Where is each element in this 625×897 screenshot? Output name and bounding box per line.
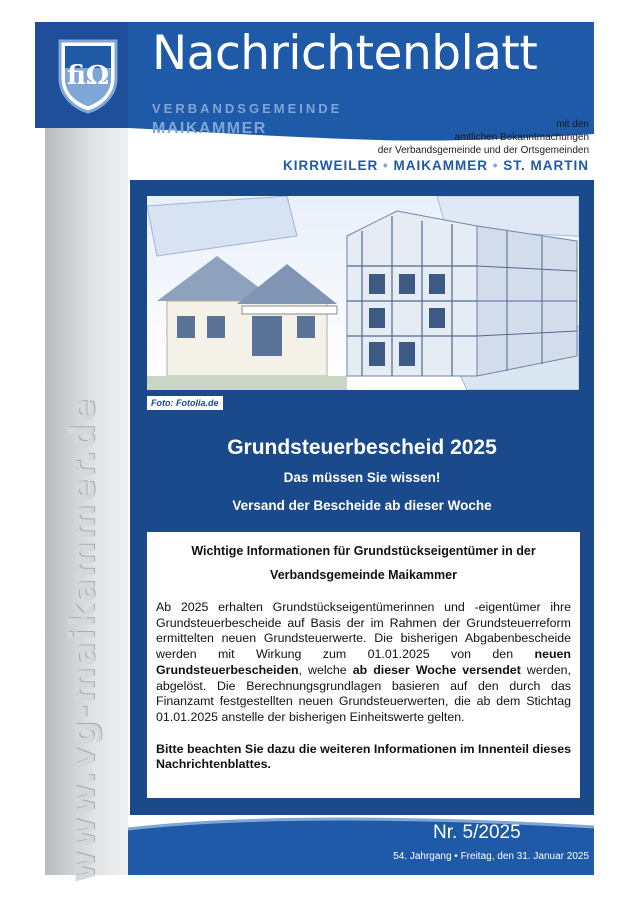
subheadline: Versand der Bescheide ab dieser Woche xyxy=(232,498,492,513)
publication-subtitle xyxy=(378,118,589,157)
subtitle-line: der Verbandsgemeinde und der Ortsgemeinden xyxy=(377,145,589,156)
town-name: ST. MARTIN xyxy=(503,158,589,173)
info-title: Wichtige Informationen für Grundstückseigentümer in der xyxy=(191,544,536,558)
svg-text:fiΩ: fiΩ xyxy=(66,61,110,91)
town-separator: • xyxy=(492,158,499,173)
house-construction-photo xyxy=(147,196,579,390)
info-note: Bitte beachten Sie dazu die weiteren Informationen im Innenteil dieses Nachrichtenblattes. xyxy=(156,741,571,772)
town-name: MAIKAMMER xyxy=(393,158,488,173)
town-separator: • xyxy=(382,158,389,173)
photo-credit: Foto: Fotolia.de xyxy=(147,396,223,410)
town-list xyxy=(283,158,589,173)
info-body xyxy=(156,600,571,726)
info-text: , welche xyxy=(298,662,353,677)
page-title: Nachrichtenblatt xyxy=(152,26,538,81)
vg-name: MAIKAMMER xyxy=(152,120,267,137)
info-title: Verbandsgemeinde Maikammer xyxy=(270,568,457,582)
issue-date: 54. Jahrgang • Freitag, den 31. Januar 2025 xyxy=(393,851,589,862)
info-emphasis: ab dieser Woche versendet xyxy=(352,662,521,677)
website-url: www.vg-maikammer.de xyxy=(63,397,103,883)
info-box xyxy=(147,532,580,798)
info-text: werden, abgelöst. Die Berechnungsgrundlagen basieren auf den durch das Finanzamt festgestellten neuen Grundsteuerwerten, die ab dem Stichtag 01.01.2025 anstelle der bisherigen Einheitswerte gelten. xyxy=(156,662,571,724)
subtitle-line: mit den xyxy=(556,119,589,130)
vg-label: VERBANDSGEMEINDE xyxy=(152,101,343,116)
subheadline: Das müssen Sie wissen! xyxy=(283,470,441,485)
town-name: KIRRWEILER xyxy=(282,158,379,173)
headline: Grundsteuerbescheid 2025 xyxy=(227,436,497,459)
coat-of-arms-icon xyxy=(57,38,119,114)
info-emphasis: neuen Grundsteuerbescheiden xyxy=(156,647,571,677)
issue-number: Nr. 5/2025 xyxy=(433,822,521,843)
info-text: Ab 2025 erhalten Grundstückseigentümerinnen und -eigentümer ihre Grundsteuerbescheide auf Basis der im Rahmen der Grundsteuerreform ermittelten neuen Grundsteuerwerte. Die bisherigen Abgabenbescheide werden mit Wirkung zum 01.01.2025 von den xyxy=(156,600,571,662)
subtitle-line: amtlichen Bekanntmachungen xyxy=(454,132,589,143)
footer-wave xyxy=(128,815,594,875)
